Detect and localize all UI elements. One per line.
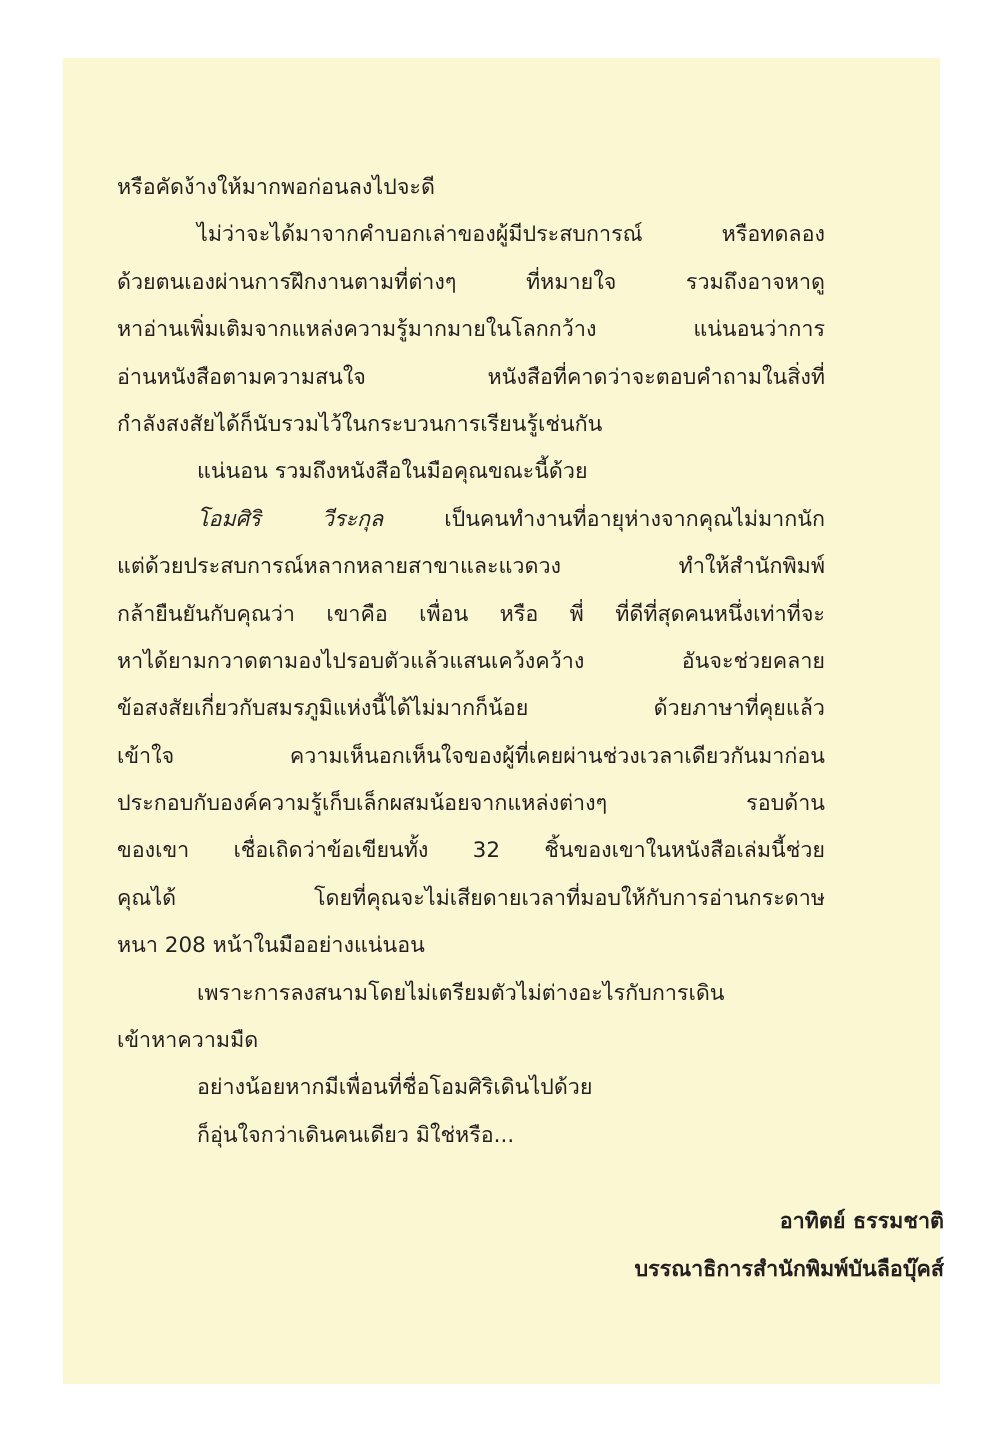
signature-name: อาทิตย์ ธรรมชาติ [779, 1209, 944, 1234]
paragraph-line: เข้าหาความมืด [117, 1028, 259, 1054]
paragraph-line: ไม่ว่าจะได้มาจากคำบอกเล่าของผู้มีประสบการณ์ หรือทดลอง [197, 222, 825, 248]
paragraph-line: ประกอบกับองค์ความรู้เก็บเล็กผสมน้อยจากแหล่งต่างๆ รอบด้าน [117, 791, 825, 817]
paragraph-line: หาอ่านเพิ่มเติมจากแหล่งความรู้มากมายในโลกกว้าง แน่นอนว่าการ [117, 317, 825, 343]
author-intro-line [117, 496, 825, 543]
paragraph-line: คุณได้ โดยที่คุณจะไม่เสียดายเวลาที่มอบให้กับการอ่านกระดาษ [117, 885, 825, 911]
paragraph-line: อ่านหนังสือตามความสนใจ หนังสือที่คาดว่าจะตอบคำถามในสิ่งที่ [117, 364, 825, 390]
paragraph-line: กำลังสงสัยได้ก็นับรวมไว้ในกระบวนการเรียนรู้เช่นกัน [117, 411, 603, 437]
signature-block [634, 1198, 944, 1294]
paragraph-line: แน่นอน รวมถึงหนังสือในมือคุณขณะนี้ด้วย [197, 459, 588, 485]
author-intro-text: เป็นคนทำงานที่อายุห่างจากคุณไม่มากนัก [444, 506, 825, 532]
body-text [117, 164, 825, 1159]
signature-title: บรรณาธิการสำนักพิมพ์บันลือบุ๊คส์ [634, 1257, 944, 1282]
paragraph-line: ด้วยตนเองผ่านการฝึกงานตามที่ต่างๆ ที่หมายใจ รวมถึงอาจหาดู [117, 269, 825, 295]
paragraph-line: หาได้ยามกวาดตามองไปรอบตัวแล้วแสนเคว้งคว้าง อันจะช่วยคลาย [117, 648, 825, 674]
paragraph-line: หรือคัดง้างให้มากพอก่อนลงไปจะดี [117, 175, 435, 200]
paragraph-line: แต่ด้วยประสบการณ์หลากหลายสาขาและแวดวง ทำให้สำนักพิมพ์ [117, 554, 825, 580]
author-name: โอมศิริ วีระกุล [197, 506, 384, 532]
paragraph-line: อย่างน้อยหากมีเพื่อนที่ชื่อโอมศิริเดินไปด้วย [197, 1075, 593, 1101]
paragraph-line: ของเขา เชื่อเถิดว่าข้อเขียนทั้ง 32 ชิ้นของเขาในหนังสือเล่มนี้ช่วย [117, 838, 825, 864]
paragraph-line: เพราะการลงสนามโดยไม่เตรียมตัวไม่ต่างอะไรกับการเดิน [197, 980, 725, 1006]
paragraph-line: กล้ายืนยันกับคุณว่า เขาคือ เพื่อน หรือ พี่ ที่ดีที่สุดคนหนึ่งเท่าที่จะ [117, 601, 825, 627]
paragraph-line: ก็อุ่นใจกว่าเดินคนเดียว มิใช่หรือ... [197, 1122, 515, 1148]
paragraph-line: เข้าใจ ความเห็นอกเห็นใจของผู้ที่เคยผ่านช่วงเวลาเดียวกันมาก่อน [117, 743, 825, 769]
paragraph-line: ข้อสงสัยเกี่ยวกับสมรภูมิแห่งนี้ได้ไม่มากก็น้อย ด้วยภาษาที่คุยแล้ว [117, 696, 825, 722]
paragraph-line: หนา 208 หน้าในมืออย่างแน่นอน [117, 933, 425, 959]
